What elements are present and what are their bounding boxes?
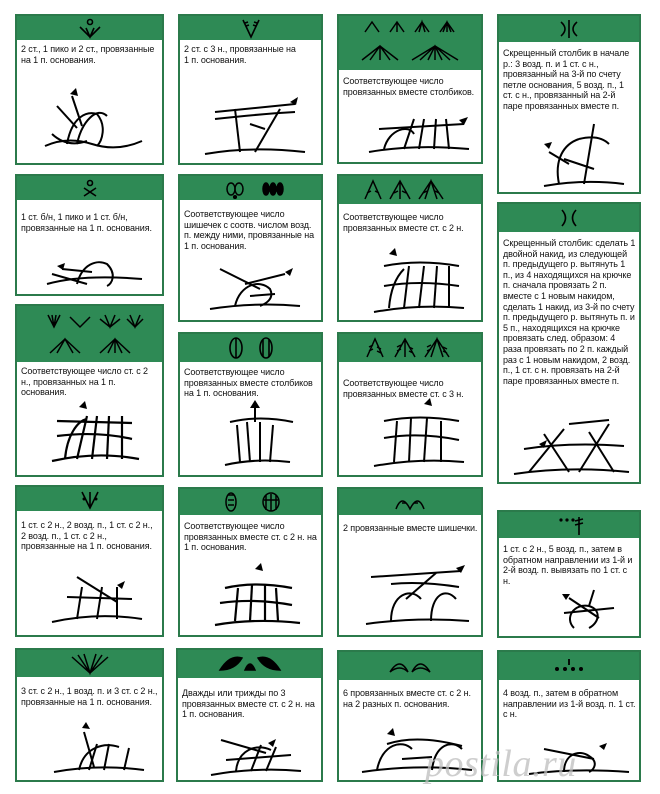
card-15-illustration bbox=[554, 588, 624, 636]
crossed-treble-symbol-icon bbox=[549, 206, 589, 230]
card-14-header bbox=[339, 489, 481, 515]
card-5-header bbox=[17, 176, 162, 200]
card-9-text: Соответствующее число ст. с 2 н., провязанных на 1 п. основания. bbox=[21, 366, 148, 398]
card-9 bbox=[15, 304, 164, 477]
card-3-header bbox=[339, 16, 481, 70]
card-8-illustration bbox=[509, 414, 635, 482]
card-3-illustration bbox=[364, 104, 474, 159]
card-6 bbox=[178, 174, 323, 322]
card-13-header bbox=[180, 489, 321, 515]
bobble-symbol-icon bbox=[211, 335, 291, 361]
card-14-illustration bbox=[361, 559, 473, 631]
card-4 bbox=[497, 14, 641, 194]
crossed-stitch-symbol-icon bbox=[549, 18, 589, 40]
dc-cluster-symbol-icon bbox=[355, 177, 465, 203]
card-15 bbox=[497, 510, 641, 638]
card-13 bbox=[178, 487, 323, 637]
card-9-header bbox=[17, 306, 162, 362]
card-2-illustration bbox=[200, 84, 310, 162]
card-15-header bbox=[499, 512, 639, 538]
card-12-text: 1 ст. с 2 н., 2 возд. п., 1 ст. с 2 н., 2 возд. п., 1 ст. с 2 н., провязанные на 1 п. основания. bbox=[21, 520, 153, 552]
card-2 bbox=[178, 14, 323, 165]
v-chain-symbol-icon bbox=[70, 488, 110, 510]
card-14-text: 2 провязанные вместе шишечки. bbox=[343, 523, 478, 533]
card-10 bbox=[178, 332, 323, 477]
card-16-illustration bbox=[49, 722, 149, 780]
card-7-illustration bbox=[369, 244, 469, 318]
card-1-illustration bbox=[37, 86, 147, 161]
puff-symbol-icon bbox=[201, 177, 301, 199]
card-15-text: 1 ст. с 2 н., 5 возд. п., затем в обратном направлении из 1-й и 2-й возд. п. вывязать по 1 ст. с н. bbox=[503, 544, 633, 586]
card-4-text: Скрещенный столбик в начале р.: 3 возд. п. и 1 ст. с н., провязанный на 3-й по счету петле основания, 5 возд. п., 1 ст. с н., провязанный на 2-й паре провязанных вместе п. bbox=[503, 48, 630, 111]
card-1-header bbox=[17, 16, 162, 40]
card-17-illustration bbox=[206, 725, 306, 781]
card-3 bbox=[337, 14, 483, 164]
chain-back-symbol-icon bbox=[539, 513, 599, 537]
tr-cluster-symbol-icon bbox=[355, 335, 465, 361]
card-11-text: Соответствующее число провязанных вместе ст. с 3 н. bbox=[343, 378, 464, 399]
fan-cluster-symbol-icon bbox=[350, 18, 470, 68]
card-12-header bbox=[17, 487, 162, 511]
two-puff-symbol-icon bbox=[390, 491, 430, 513]
card-19-header bbox=[499, 652, 639, 680]
card-17-text: Дважды или трижды по 3 провязанных вместе ст. с 2 н. на 1 п. основания. bbox=[182, 688, 315, 720]
card-2-text: 2 ст. с 3 н., провязанные на 1 п. основания. bbox=[184, 44, 296, 65]
six-puff-symbol-icon bbox=[370, 654, 450, 678]
card-7 bbox=[337, 174, 483, 322]
card-7-text: Соответствующее число провязанных вместе ст. с 2 н. bbox=[343, 212, 464, 233]
watermark: postila.ru bbox=[425, 743, 577, 785]
card-5-illustration bbox=[42, 244, 147, 294]
card-4-header bbox=[499, 16, 639, 42]
card-10-header bbox=[180, 334, 321, 362]
card-6-illustration bbox=[205, 254, 305, 318]
card-4-illustration bbox=[534, 114, 634, 192]
shell-symbol-icon bbox=[30, 309, 150, 359]
card-14 bbox=[337, 487, 483, 637]
card-11-illustration bbox=[369, 396, 469, 474]
leaf-pair-symbol-icon bbox=[200, 652, 300, 676]
card-5 bbox=[15, 174, 164, 296]
card-16 bbox=[15, 648, 164, 782]
card-18-header bbox=[339, 652, 481, 680]
card-13-text: Соответствующее число провязанных вместе ст. с 2 н. на 1 п. основания. bbox=[184, 521, 317, 553]
chain-dots-symbol-icon bbox=[539, 655, 599, 677]
card-10-illustration bbox=[215, 400, 300, 472]
card-11-header bbox=[339, 334, 481, 362]
card-2-header bbox=[180, 16, 321, 40]
card-8-header bbox=[499, 204, 639, 232]
card-7-header bbox=[339, 176, 481, 204]
double-fan-symbol-icon bbox=[60, 651, 120, 676]
card-1-text: 2 ст., 1 пико и 2 ст., провязанные на 1 п. основания. bbox=[21, 44, 155, 65]
card-8 bbox=[497, 202, 641, 484]
card-9-illustration bbox=[47, 401, 142, 473]
card-16-header bbox=[17, 650, 162, 677]
card-8-text: Скрещенный столбик: сделать 1 двойной накид, из следующей п. предыдущего р. вытянуть 1 п., из 4 находящихся на крючке п. сначала провязать 2 п. вместе с 1 новым накидом, сделать 1 накид, из 3-й по счету п. предыдущего р. вытянуть п. и 5 п., находящихся на крючке провязать след. образом: 4 раза провязать по 2 п. каждый раз с 1 новым накидом, 2 возд. п., 1 ст. с н. провязать на 2-й паре провязанных вместе п. bbox=[503, 238, 636, 386]
v-stitch-symbol-icon bbox=[236, 17, 266, 39]
card-16-text: 3 ст. с 2 н., 1 возд. п. и 3 ст. с 2 н., провязанные на 1 п. основания. bbox=[21, 686, 158, 707]
card-18-text: 6 провязанных вместе ст. с 2 н. на 2 разных п. основания. bbox=[343, 688, 471, 709]
sc-picot-symbol-icon bbox=[75, 178, 105, 198]
picot-fan-symbol-icon bbox=[70, 17, 110, 39]
card-1 bbox=[15, 14, 164, 165]
card-19-text: 4 возд. п., затем в обратном направлении из 1-й возд. п. 1 ст. с н. bbox=[503, 688, 636, 720]
card-6-header bbox=[180, 176, 321, 200]
card-13-illustration bbox=[210, 563, 305, 631]
popcorn-symbol-icon bbox=[196, 490, 306, 514]
card-17-header bbox=[178, 650, 321, 678]
card-11 bbox=[337, 332, 483, 477]
card-17 bbox=[176, 648, 323, 782]
card-12 bbox=[15, 485, 164, 637]
card-12-illustration bbox=[47, 567, 147, 632]
card-5-text: 1 ст. б/н, 1 пико и 1 ст. б/н, провязанные на 1 п. основания. bbox=[21, 212, 152, 233]
card-3-text: Соответствующее число провязанных вместе столбиков. bbox=[343, 76, 475, 97]
card-6-text: Соответствующее число шишечек с соотв. числом возд. п. между ними, провязанные на 1 п. основания. bbox=[184, 209, 315, 251]
card-10-text: Соответствующее число провязанных вместе столбиков на 1 п. основания. bbox=[184, 367, 313, 399]
